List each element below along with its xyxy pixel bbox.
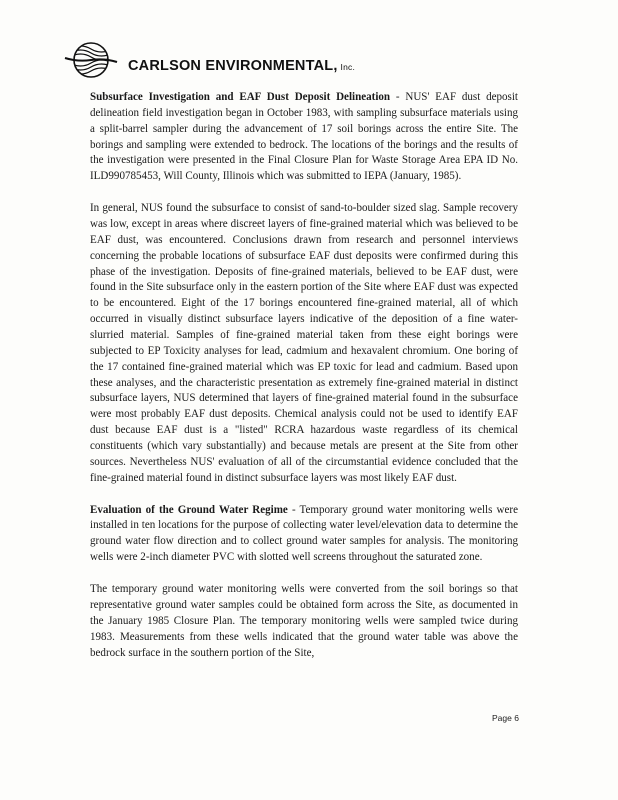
document-body xyxy=(90,90,518,661)
page-number: Page 6 xyxy=(492,713,519,723)
paragraph-text: The temporary ground water monitoring wells were converted from the soil borings so that representative ground water samples could be obtained form across the Site, as documented in the January 1985 Closure Plan. The temporary monitoring wells were sampled twice during 1983. Measurements from these wells indicated that the ground water table was above the bedrock surface in the southern portion of the Site, xyxy=(90,583,518,659)
paragraph-ground-water-regime xyxy=(90,503,518,566)
paragraph-text: In general, NUS found the subsurface to consist of sand-to-boulder sized slag. Sample recovery was low, except in areas where discreet layers of fine-grained material which was believed to be EAF dust, was encountered. Conclusions drawn from research and personnel interviews concerning the probable locations of subsurface EAF dust deposits were confirmed during this phase of the investigation. Deposits of fine-grained materials, believed to be EAF dust, were found in the Site subsurface only in the eastern portion of the Site where EAF dust was expected to be encountered. Eight of the 17 borings encountered fine-grained material, all of which occurred in visually distinct subsurface layers indicative of the deposition of a fine water-slurried material. Samples of fine-grained material taken from these eight borings were subjected to EP Toxicity analyses for lead, cadmium and hexavalent chromium. One boring of the 17 contained fine-grained material which was EP toxic for lead and cadmium. Based upon these analyses, and the characteristic presentation as extremely fine-grained material in distinct subsurface layers, NUS determined that layers of fine-grained material found in the subsurface were most probably EAF dust deposits. Chemical analysis could not be used to identify EAF dust because EAF dust is a "listed" RCRA hazardous waste regardless of its chemical constituents (which vary substantially) and because metals are present at the Site from other sources. Nevertheless NUS' evaluation of all of the circumstantial evidence concluded that the fine-grained material found in distinct subsurface layers was most likely EAF dust. xyxy=(90,202,518,484)
paragraph-monitoring-wells xyxy=(90,582,518,661)
carlson-environmental-logo-icon xyxy=(64,40,118,80)
paragraph-text: - Temporary ground water monitoring wells were installed in ten locations for the purpose of collecting water level/elevation data to determine the ground water flow direction and to collect ground water samples for analysis. The monitoring wells were 2-inch diameter PVC with slotted well screens throughout the saturated zone. xyxy=(90,503,518,564)
company-name xyxy=(128,58,355,74)
paragraph-subsurface-investigation xyxy=(90,90,518,185)
paragraph-subsurface-findings xyxy=(90,201,518,486)
company-name-text: CARLSON ENVIRONMENTAL, xyxy=(128,58,338,74)
section-heading: Subsurface Investigation and EAF Dust Deposit Delineation xyxy=(90,91,391,103)
paragraph-text: - NUS' EAF dust deposit delineation field investigation began in October 1983, with sampling subsurface materials using a split-barrel sampler during the advancement of 17 soil borings across the entire Site. The borings and sampling were extended to bedrock. The locations of the borings and the results of the investigation were presented in the Final Closure Plan for Waste Storage Area EPA ID No. ILD990785453, Will County, Illinois which was submitted to IEPA (January, 1985). xyxy=(90,91,518,183)
company-suffix: Inc. xyxy=(340,62,356,72)
section-heading: Evaluation of the Ground Water Regime xyxy=(90,503,288,516)
